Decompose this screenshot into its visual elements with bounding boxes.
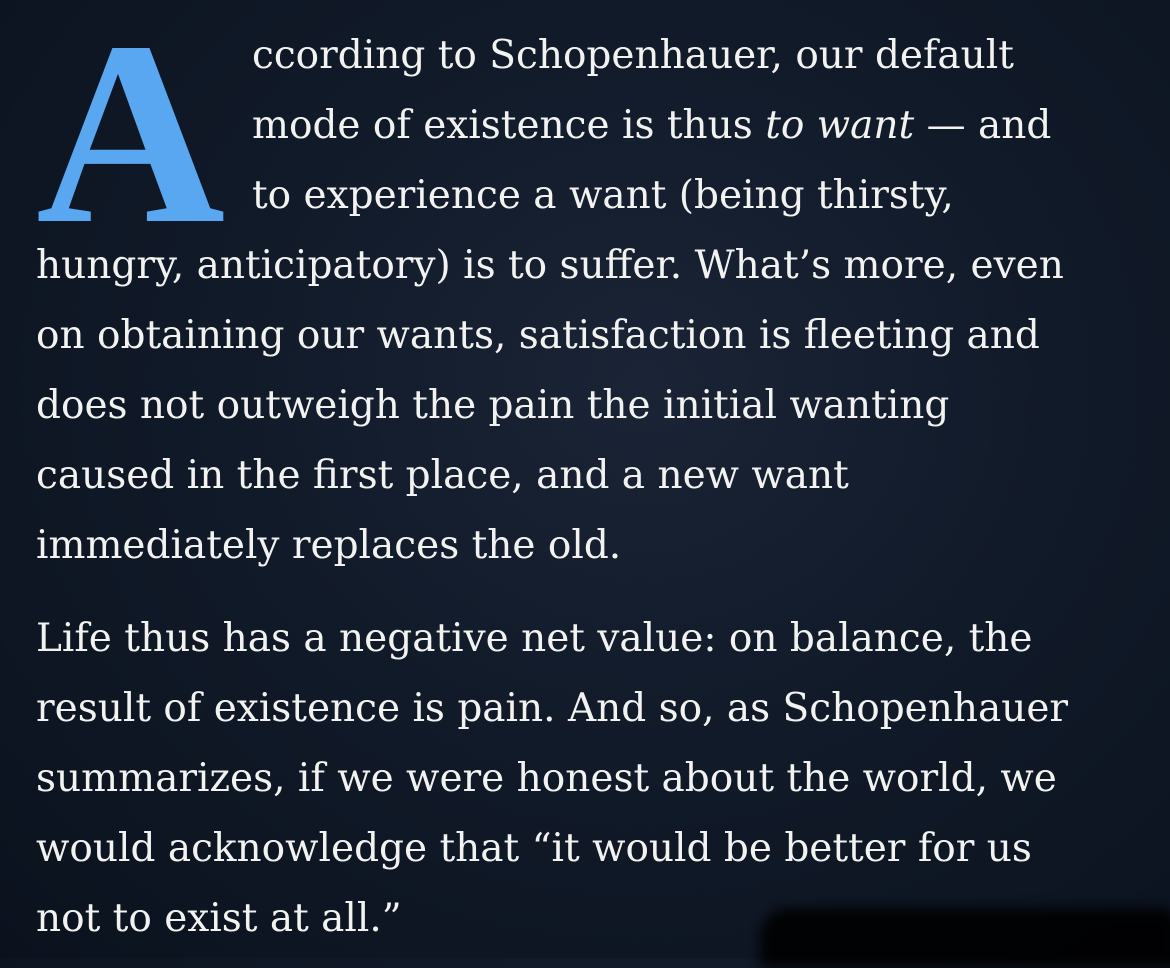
paragraph1-line4: hungry, anticipatory) is to suffer. What’s more, even <box>36 243 1064 288</box>
paragraph1-line1: ccording to Schopenhauer, our default <box>252 33 1014 78</box>
paragraph2-line1: Life thus has a negative net value: on balance, the <box>36 616 1033 661</box>
paragraph1-line3: to experience a want (being thirsty, <box>252 173 954 218</box>
paragraph1-line2-before: mode of existence is thus <box>252 103 753 148</box>
paragraph1-line6: does not outweigh the pain the initial wanting <box>36 383 950 428</box>
paragraph1-line2 <box>252 103 1052 148</box>
drop-cap: A <box>36 0 226 278</box>
redaction-smudge <box>760 908 1170 968</box>
paragraph2-line4: would acknowledge that “it would be better for us <box>36 826 1032 871</box>
paragraph2-line2: result of existence is pain. And so, as Schopenhauer <box>36 686 1069 731</box>
paragraph2-line5: not to exist at all.” <box>36 896 402 941</box>
paragraph1-line2-after: — and <box>926 103 1052 148</box>
paragraph1-line8: immediately replaces the old. <box>36 523 622 568</box>
emphasis-to-want: to want <box>765 103 915 148</box>
paragraph1-line7: caused in the first place, and a new want <box>36 453 849 498</box>
paragraph1-line5: on obtaining our wants, satisfaction is fleeting and <box>36 313 1040 358</box>
paragraph2-line3: summarizes, if we were honest about the world, we <box>36 756 1057 801</box>
